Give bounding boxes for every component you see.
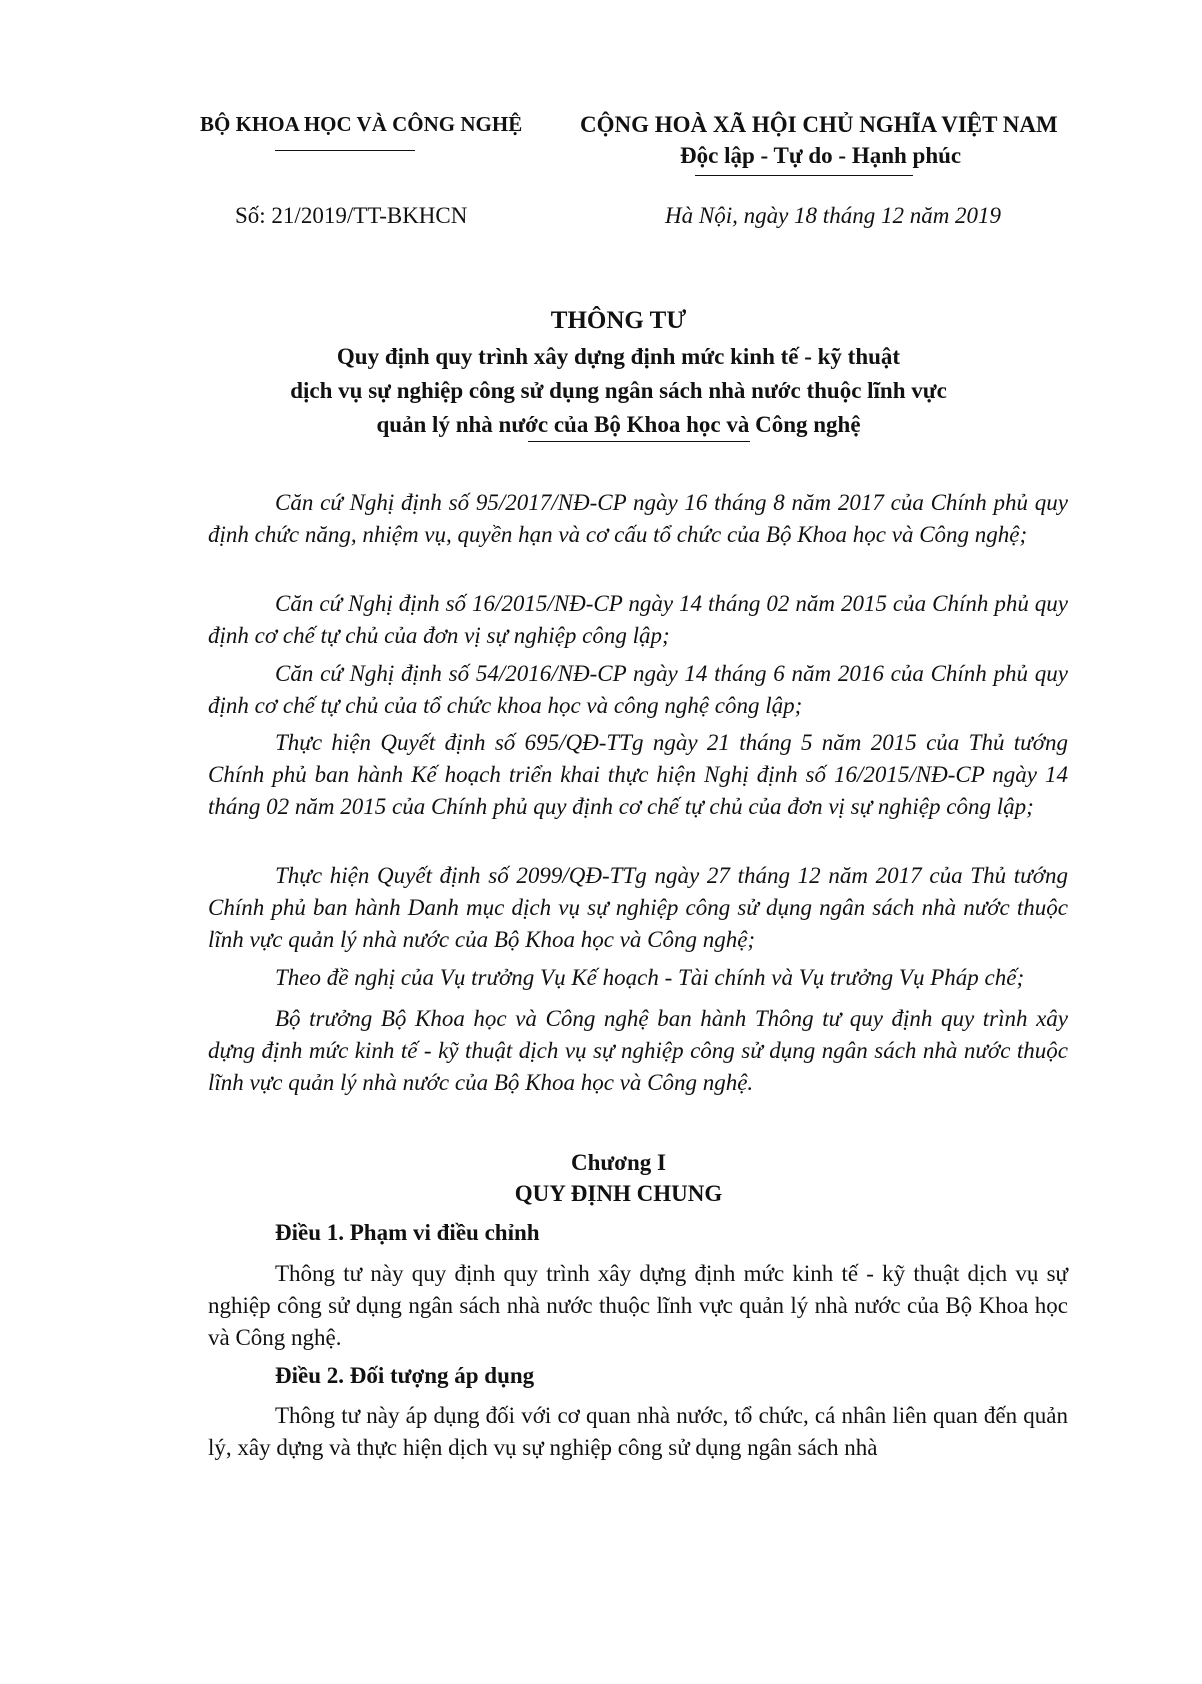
ministry-underline <box>275 150 415 151</box>
chapter-name: QUY ĐỊNH CHUNG <box>514 1181 723 1206</box>
preamble-paragraph: Căn cứ Nghị định số 16/2015/NĐ-CP ngày 14 tháng 02 năm 2015 của Chính phủ quy định cơ chế tự chủ của đơn vị sự nghiệp công lập; <box>208 591 1068 648</box>
chapter-number: Chương I <box>571 1150 666 1175</box>
national-title: CỘNG HOÀ XÃ HỘI CHỦ NGHĨA VIỆT NAM <box>580 112 1058 137</box>
article-body: Thông tư này quy định quy trình xây dựng định mức kinh tế - kỹ thuật dịch vụ sự nghiệp công sử dụng ngân sách nhà nước thuộc lĩnh vực quản lý nhà nước của Bộ Khoa học và Công nghệ. <box>208 1261 1068 1350</box>
article-heading: Điều 1. Phạm vi điều chỉnh <box>275 1220 540 1245</box>
preamble-paragraph: Thực hiện Quyết định số 2099/QĐ-TTg ngày 27 tháng 12 năm 2017 của Thủ tướng Chính phủ ban hành Danh mục dịch vụ sự nghiệp công sử dụng ngân sách nhà nước thuộc lĩnh vực quản lý nhà nước của Bộ Khoa học và Công nghệ; <box>208 863 1068 952</box>
preamble-paragraph: Căn cứ Nghị định số 54/2016/NĐ-CP ngày 14 tháng 6 năm 2016 của Chính phủ quy định cơ chế tự chủ của tổ chức khoa học và công nghệ công lập; <box>208 661 1068 718</box>
document-subject <box>0 340 1202 442</box>
preamble-paragraph: Theo đề nghị của Vụ trưởng Vụ Kế hoạch - Tài chính và Vụ trưởng Vụ Pháp chế; <box>275 965 1025 990</box>
preamble-paragraph: Thực hiện Quyết định số 695/QĐ-TTg ngày 21 tháng 5 năm 2015 của Thủ tướng Chính phủ ban hành Kế hoạch triển khai thực hiện Nghị định số 16/2015/NĐ-CP ngày 14 tháng 02 năm 2015 của Chính phủ quy định cơ chế tự chủ của đơn vị sự nghiệp công lập; <box>208 730 1068 819</box>
article-body: Thông tư này áp dụng đối với cơ quan nhà nước, tổ chức, cá nhân liên quan đến quản lý, xây dựng và thực hiện dịch vụ sự nghiệp công sử dụng ngân sách nhà <box>208 1403 1068 1460</box>
issuing-ministry: BỘ KHOA HỌC VÀ CÔNG NGHỆ <box>200 112 523 136</box>
document-type: THÔNG TƯ <box>550 307 687 334</box>
article-heading: Điều 2. Đối tượng áp dụng <box>275 1363 535 1388</box>
preamble-paragraph: Bộ trưởng Bộ Khoa học và Công nghệ ban hành Thông tư quy định quy trình xây dựng định mức kinh tế - kỹ thuật dịch vụ sự nghiệp công sử dụng ngân sách nhà nước thuộc lĩnh vực quản lý nhà nước của Bộ Khoa học và Công nghệ. <box>208 1006 1068 1095</box>
document-number: Số: 21/2019/TT-BKHCN <box>235 203 468 228</box>
subject-line: quản lý nhà nước của Bộ Khoa học và Công nghệ <box>376 412 861 437</box>
subject-underline <box>528 441 750 442</box>
place-date: Hà Nội, ngày 18 tháng 12 năm 2019 <box>665 203 1002 228</box>
national-motto: Độc lập - Tự do - Hạnh phúc <box>680 143 962 168</box>
preamble-paragraph: Căn cứ Nghị định số 95/2017/NĐ-CP ngày 16 tháng 8 năm 2017 của Chính phủ quy định chức năng, nhiệm vụ, quyền hạn và cơ cấu tổ chức của Bộ Khoa học và Công nghệ; <box>208 490 1068 547</box>
subject-line: Quy định quy trình xây dựng định mức kinh tế - kỹ thuật <box>336 344 901 369</box>
subject-line: dịch vụ sự nghiệp công sử dụng ngân sách nhà nước thuộc lĩnh vực <box>290 378 947 403</box>
motto-underline <box>695 175 913 176</box>
